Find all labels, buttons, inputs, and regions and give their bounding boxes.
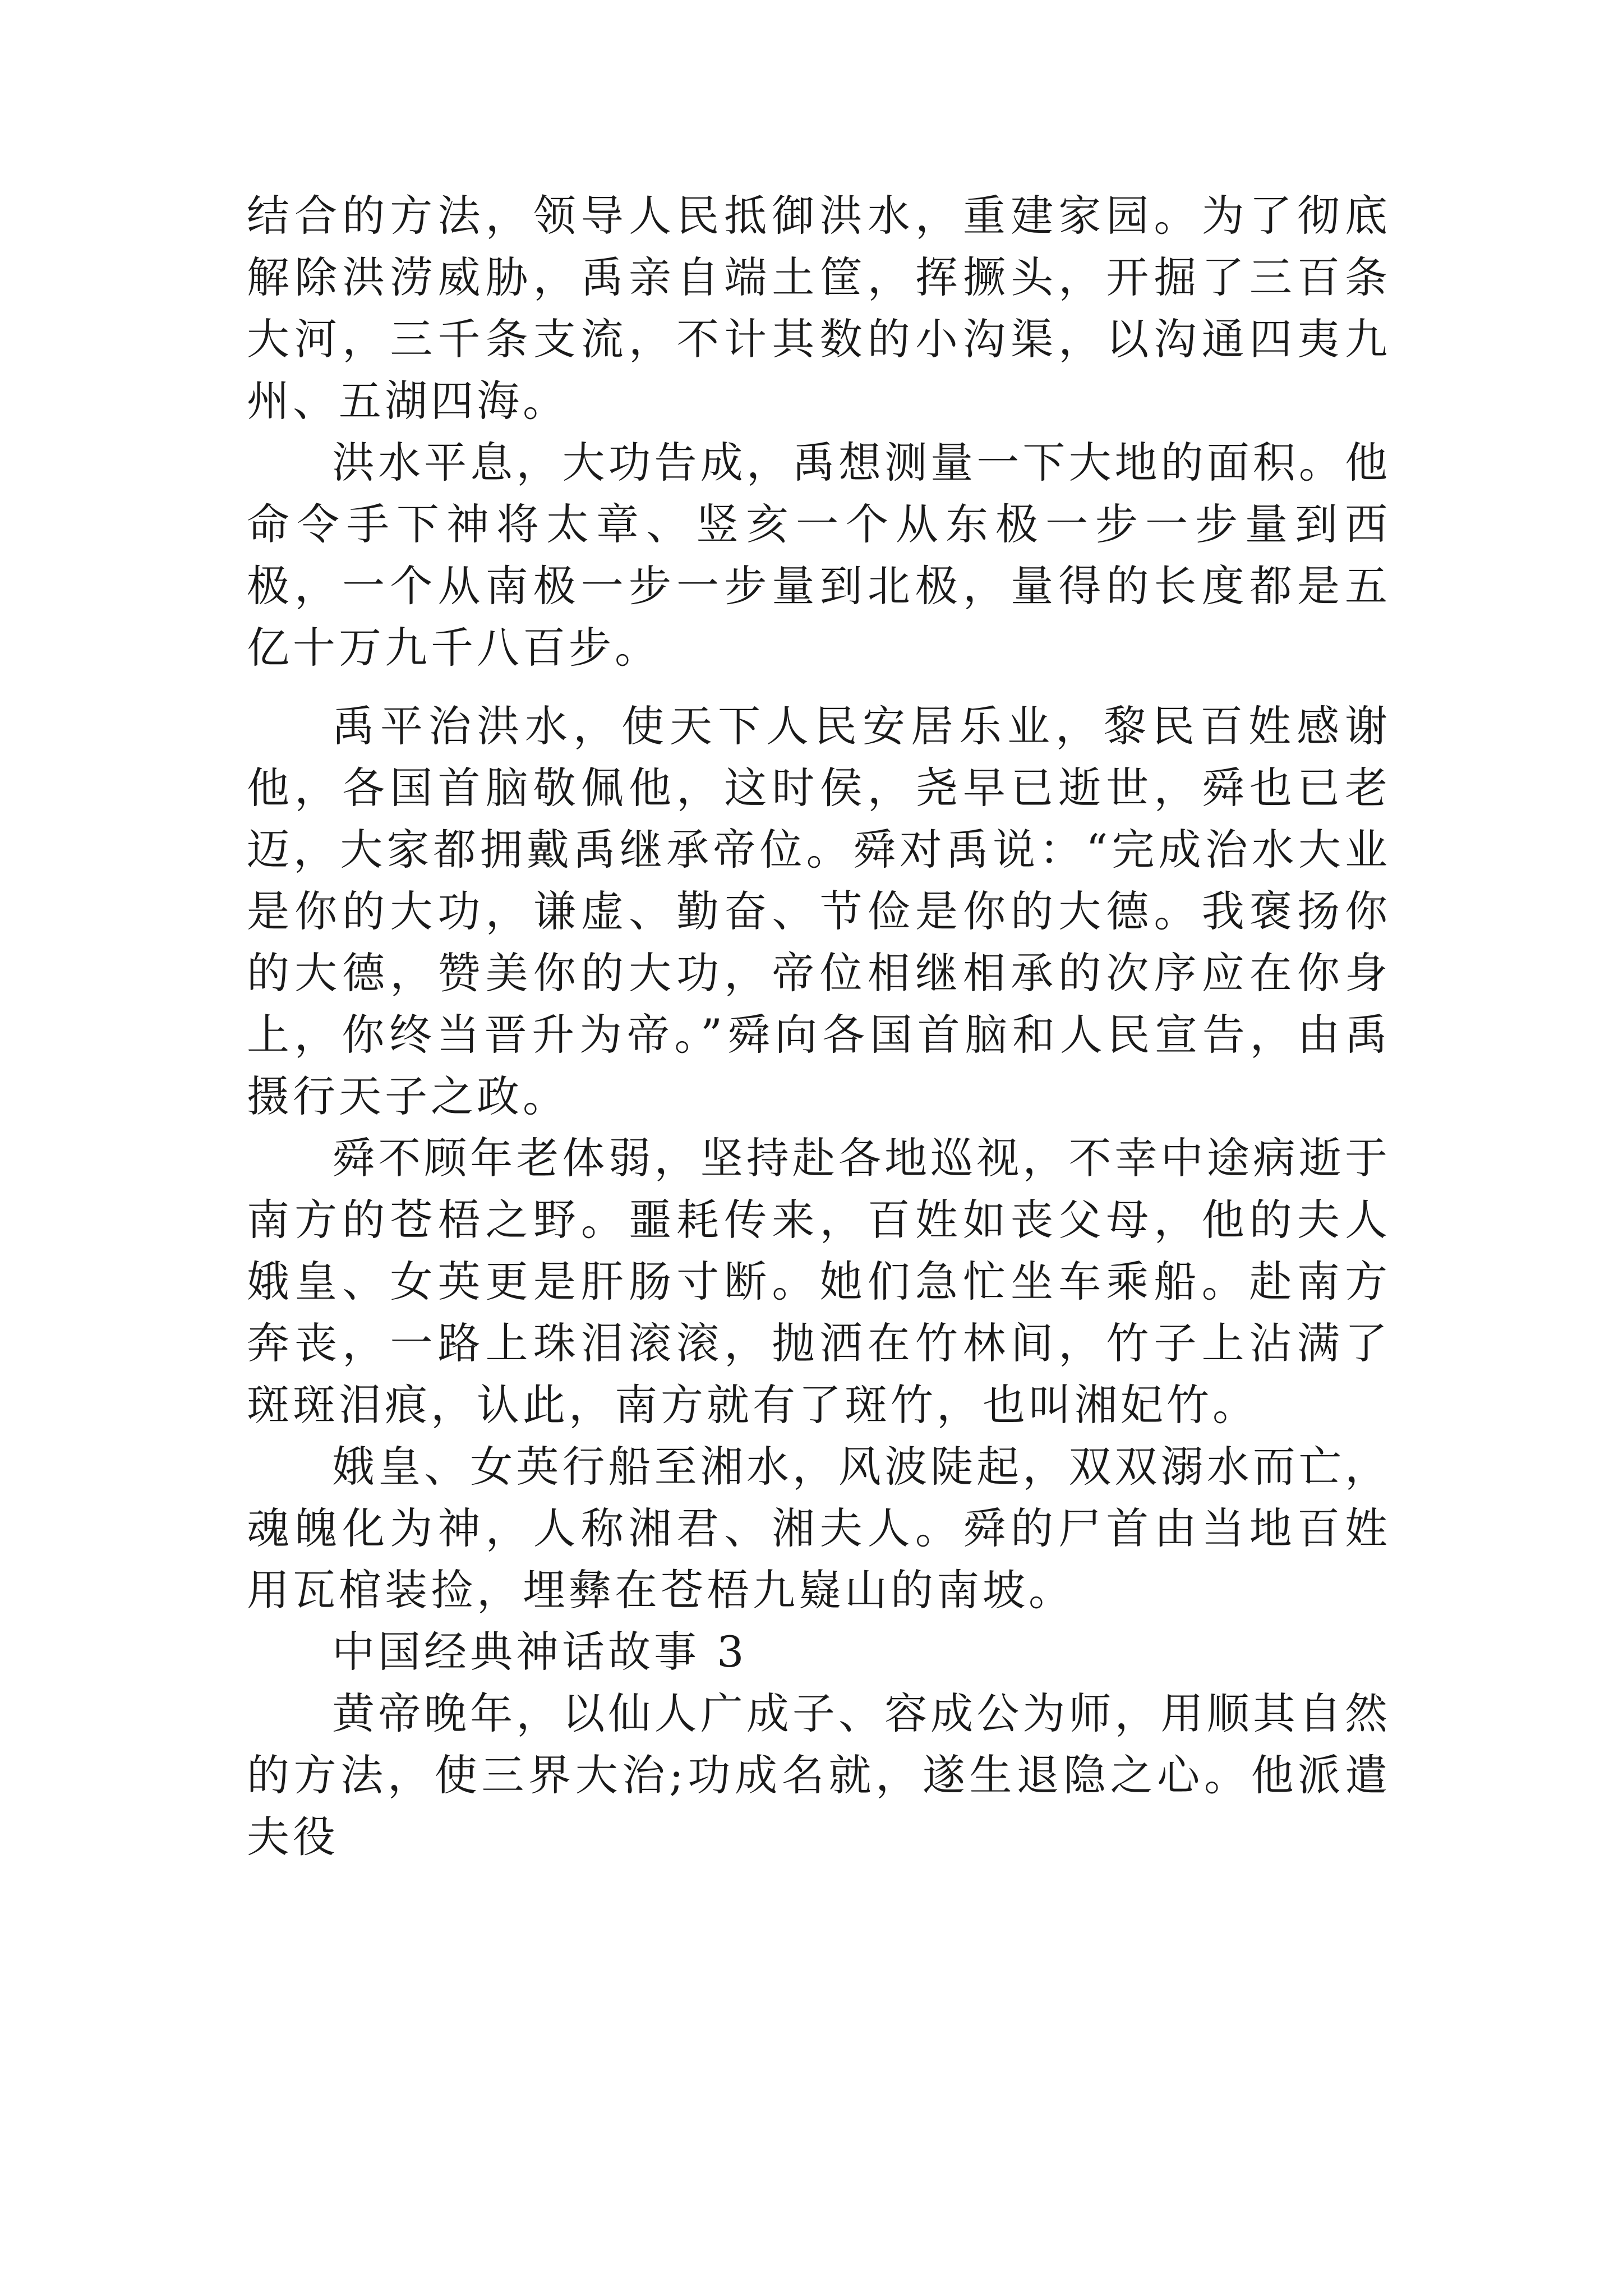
paragraph-4: 舜不顾年老体弱，坚持赴各地巡视，不幸中途病逝于南方的苍梧之野。噩耗传来，百姓如丧父母，他的夫人娥皇、女英更是肝肠寸断。她们急忙坐车乘船。赴南方奔丧，一路上珠泪滚滚，抛洒在竹林间，竹子上沾满了斑斑泪痕，认此，南方就有了斑竹，也叫湘妃竹。	[247, 1133, 1391, 1430]
paragraph-5: 娥皇、女英行船至湘水，风波陡起，双双溺水而亡，魂魄化为神，人称湘君、湘夫人。舜的尸首由当地百姓用瓦棺装捡，埋彝在苍梧九嶷山的南坡。	[247, 1442, 1391, 1615]
paragraph-1: 结合的方法，领导人民抵御洪水，重建家园。为了彻底解除洪涝威胁，禹亲自端土筐，挥撅头，开掘了三百条大河，三千条支流，不计其数的小沟渠，以沟通四夷九州、五湖四海。	[247, 191, 1391, 426]
document-body	[247, 185, 1391, 1868]
section-heading: 中国经典神话故事 3	[332, 1627, 748, 1677]
paragraph-3: 禹平治洪水，使天下人民安居乐业，黎民百姓感谢他，各国首脑敬佩他，这时侯，尧早已逝世，舜也已老迈，大家都拥戴禹继承帝位。舜对禹说：“完成治水大业是你的大功，谦虚、勤奋、节俭是你的大德。我褒扬你的大德，赞美你的大功，帝位相继相承的次序应在你身上，你终当晋升为帝。”舜向各国首脑和人民宣告，由禹摄行天子之政。	[247, 701, 1391, 1121]
paragraph-6: 黄帝晚年，以仙人广成子、容成公为师，用顺其自然的方法，使三界大治;功成名就，遂生退隐之心。他派遣夫役	[247, 1688, 1391, 1862]
paragraph-2: 洪水平息，大功告成，禹想测量一下大地的面积。他命令手下神将太章、竖亥一个从东极一步一步量到西极，一个从南极一步一步量到北极，量得的长度都是五亿十万九千八百步。	[247, 438, 1391, 673]
